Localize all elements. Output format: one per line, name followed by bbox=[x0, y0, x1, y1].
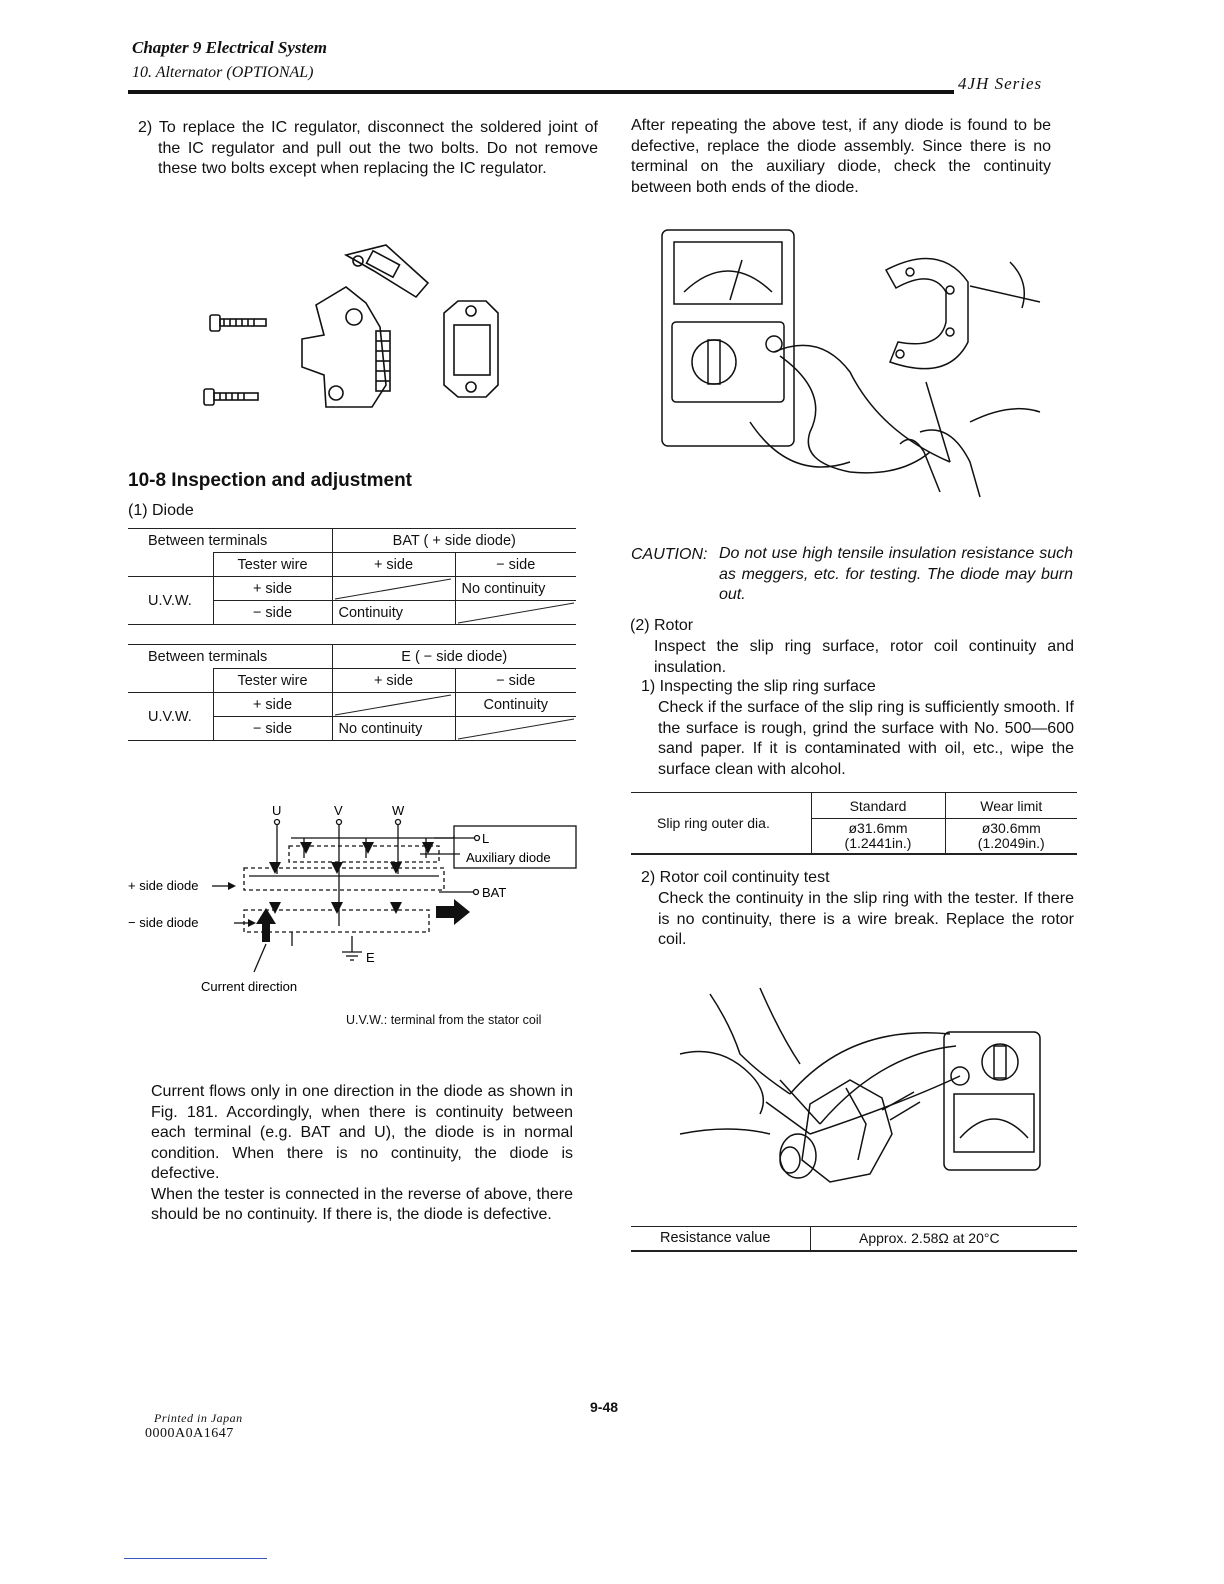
uvw-label: U.V.W. bbox=[128, 577, 213, 625]
diode-tester-figure bbox=[650, 222, 1060, 502]
current-flow-text bbox=[151, 1082, 573, 1226]
slip-ring-row-label: Slip ring outer dia. bbox=[631, 793, 811, 855]
cell-no-continuity: No continuity bbox=[332, 717, 455, 741]
after-test-text: After repeating the above test, if any diode is found to be defective, replace the diode assembly. Since there is no terminal on the auxiliary diode, check the continuity between both ends of the diode. bbox=[631, 117, 1051, 196]
terminal-l: L bbox=[482, 831, 490, 846]
diagonal-cell bbox=[455, 601, 576, 625]
resistance-value: Approx. 2.58Ω at 20°C bbox=[859, 1230, 1000, 1246]
diagonal-cell bbox=[332, 577, 455, 601]
tester-wire: Tester wire bbox=[213, 553, 332, 577]
row-minus-side: − side bbox=[213, 717, 332, 741]
ic-regulator-figure bbox=[196, 235, 506, 415]
between-terminals: Between terminals bbox=[128, 645, 332, 669]
chapter-title: Chapter 9 Electrical System bbox=[132, 38, 328, 57]
res-table-top-rule bbox=[631, 1226, 1077, 1227]
current-flow-paragraph-2: When the tester is connected in the reverse of above, there should be no continuity. If there is, the diode is defective. bbox=[151, 1185, 573, 1223]
standard-header: Standard bbox=[811, 793, 945, 819]
cell-no-continuity: No continuity bbox=[455, 577, 576, 601]
caution-text: Do not use high tensile insulation resistance such as meggers, etc. for testing. The diode may burn out. bbox=[719, 545, 1073, 603]
coil-test-text: Check the continuity in the slip ring with the tester. If there is no continuity, there is a wire break. Replace the rotor coil. bbox=[658, 890, 1074, 948]
diode-table-e bbox=[128, 644, 576, 741]
standard-in: (1.2441in.) bbox=[844, 835, 912, 851]
series-label: 4JH Series bbox=[958, 74, 1043, 93]
minus-side-diode-label: − side diode bbox=[128, 915, 199, 930]
auxiliary-diode-label: Auxiliary diode bbox=[466, 850, 551, 865]
slip-ring-text: Check if the surface of the slip ring is sufficiently smooth. If the surface is rough, grind the surface with No. 500—600 sand paper. If it is contaminated with oil, etc., wipe the surface clean with alcohol. bbox=[658, 699, 1074, 778]
col-minus-side: − side bbox=[455, 669, 576, 693]
group-header: E ( − side diode) bbox=[332, 645, 576, 669]
caution-label: CAUTION: bbox=[631, 546, 708, 563]
section-heading: 10-8 Inspection and adjustment bbox=[128, 470, 412, 491]
wear-limit-value bbox=[945, 819, 1077, 855]
current-direction-label: Current direction bbox=[201, 979, 298, 994]
col-minus-side: − side bbox=[455, 553, 576, 577]
standard-mm: ø31.6mm bbox=[848, 820, 908, 836]
current-flow-paragraph-1: Current flows only in one direction in the diode as shown in Fig. 181. Accordingly, when there is continuity between each terminal (e.g. BAT and U), the diode is in normal condition. When there is no continuity, the diode is defective. bbox=[151, 1083, 573, 1182]
plus-side-diode-label: + side diode bbox=[128, 878, 199, 893]
col-plus-side: + side bbox=[332, 553, 455, 577]
res-table-divider bbox=[810, 1226, 811, 1251]
tester-wire: Tester wire bbox=[213, 669, 332, 693]
ic-regulator-text: 2) To replace the IC regulator, disconnect the soldered joint of the IC regulator and pull out the two bolts. Do not remove these two bolts except when replacing the IC regulator. bbox=[138, 119, 598, 177]
rotor-text: Inspect the slip ring surface, rotor coil continuity and insulation. bbox=[654, 638, 1074, 676]
wear-limit-header: Wear limit bbox=[945, 793, 1077, 819]
page-number: 9-48 bbox=[590, 1399, 619, 1415]
slip-ring-heading: 1) Inspecting the slip ring surface bbox=[641, 678, 876, 695]
between-terminals: Between terminals bbox=[128, 529, 332, 553]
terminal-bat: BAT bbox=[482, 885, 507, 900]
diode-circuit-diagram bbox=[124, 796, 584, 1006]
uvw-label: U.V.W. bbox=[128, 693, 213, 741]
group-header: BAT ( + side diode) bbox=[332, 529, 576, 553]
row-plus-side: + side bbox=[213, 693, 332, 717]
wear-mm: ø30.6mm bbox=[981, 820, 1041, 836]
cell-continuity: Continuity bbox=[455, 693, 576, 717]
rotor-label: (2) Rotor bbox=[630, 617, 694, 634]
diode-table-bat bbox=[128, 528, 576, 625]
printed-in-japan: Printed in Japan bbox=[154, 1411, 243, 1425]
coil-test-heading: 2) Rotor coil continuity test bbox=[641, 869, 830, 886]
terminal-v: V bbox=[334, 803, 343, 818]
footer-link-rule bbox=[124, 1558, 267, 1559]
slip-ring-table bbox=[631, 792, 1077, 855]
wear-in: (1.2049in.) bbox=[977, 835, 1045, 851]
cell-continuity: Continuity bbox=[332, 601, 455, 625]
rotor-coil-test-figure bbox=[670, 984, 1060, 1194]
diagonal-cell bbox=[332, 693, 455, 717]
standard-value bbox=[811, 819, 945, 855]
col-plus-side: + side bbox=[332, 669, 455, 693]
res-table-bottom-rule bbox=[631, 1250, 1077, 1252]
section-title: 10. Alternator (OPTIONAL) bbox=[132, 64, 314, 81]
resistance-label: Resistance value bbox=[660, 1230, 771, 1246]
terminal-u: U bbox=[272, 803, 282, 818]
terminal-e: E bbox=[366, 950, 375, 965]
circuit-caption: U.V.W.: terminal from the stator coil bbox=[346, 1013, 542, 1027]
header-rule bbox=[128, 90, 954, 94]
diagonal-cell bbox=[455, 717, 576, 741]
row-minus-side: − side bbox=[213, 601, 332, 625]
terminal-w: W bbox=[392, 803, 405, 818]
document-code: 0000A0A1647 bbox=[145, 1426, 234, 1441]
diode-label: (1) Diode bbox=[128, 502, 194, 519]
row-plus-side: + side bbox=[213, 577, 332, 601]
